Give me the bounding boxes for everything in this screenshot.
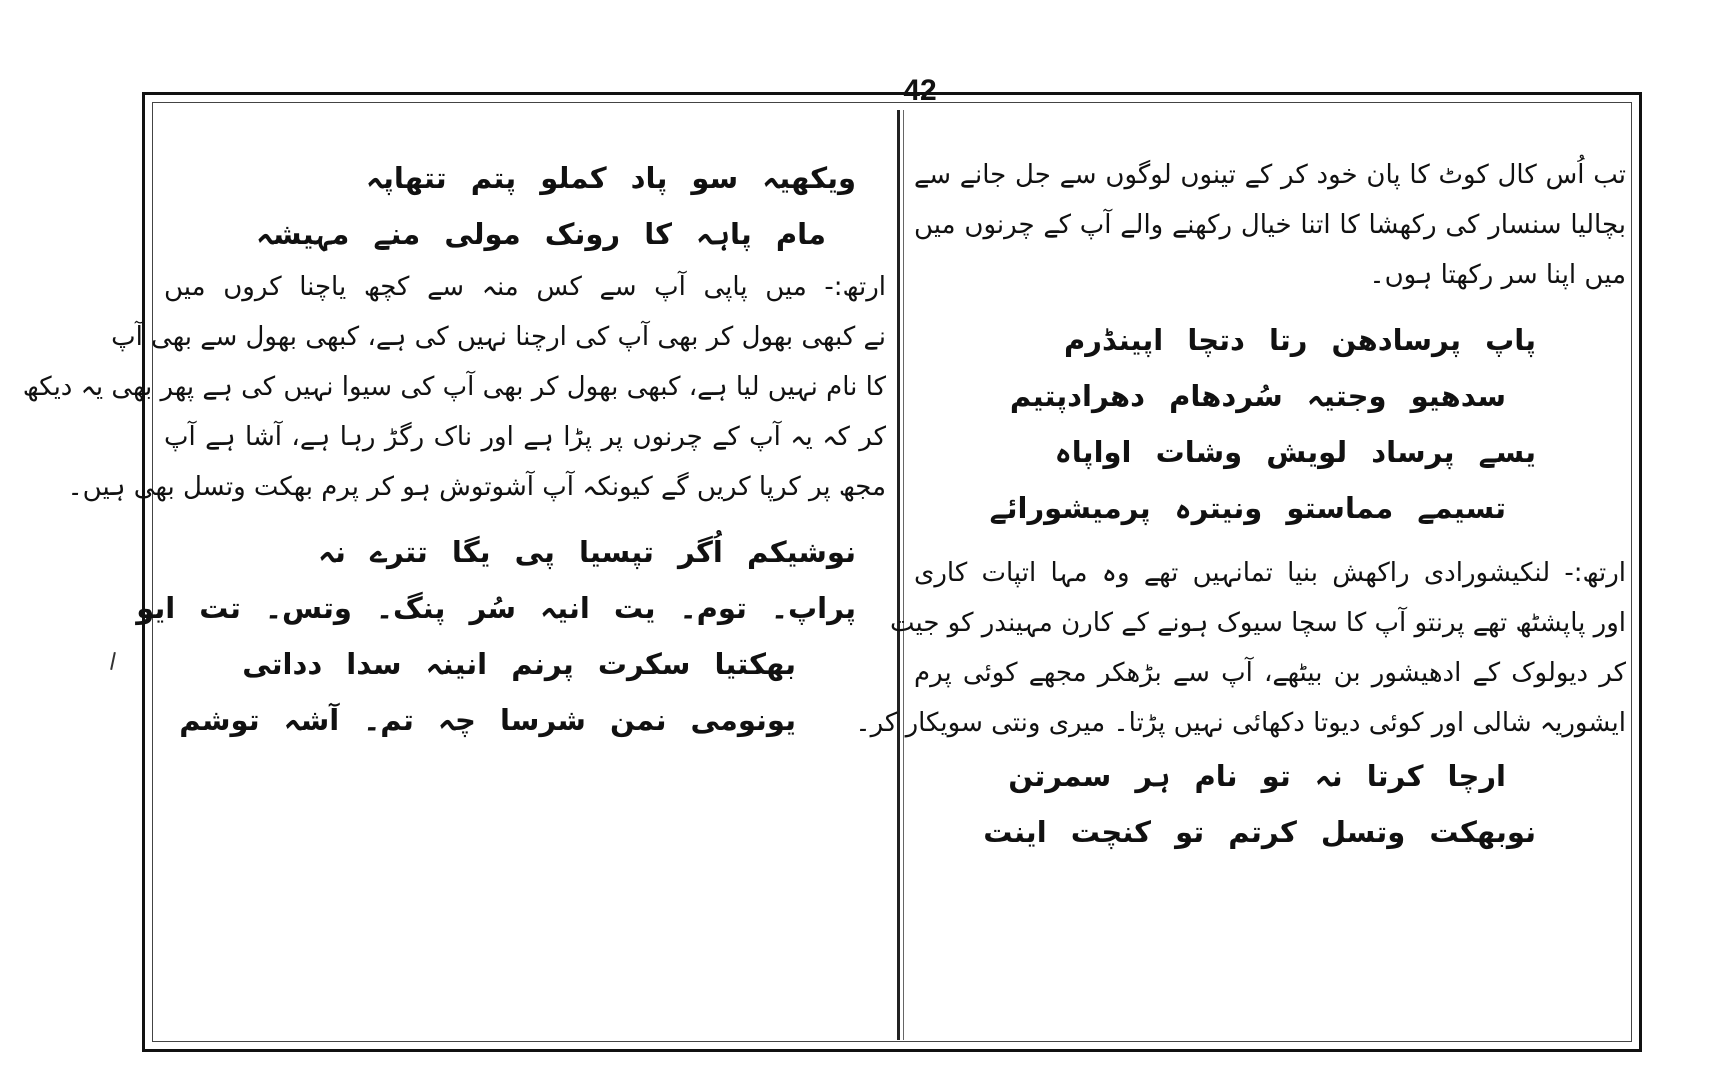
prose-line: نے کبھی بھول کر بھی آپ کی ارچنا نہیں کی ہے، کبھی بھول سے بھی آپ (111, 322, 886, 352)
verse-line: ارچا کرتا نہ تو نام ہر سمرتن (1008, 759, 1506, 793)
verse-line: بھکتیا سکرت پرنم انینہ سدا دداتی (242, 647, 796, 681)
verse-line: مام پاہہ کا رونک مولی منے مہیشہ (256, 217, 826, 251)
prose-line: میں اپنا سر رکھتا ہوں۔ (1369, 260, 1626, 290)
column-divider-inner (903, 110, 904, 1040)
left-column (22, 150, 886, 748)
verse-line: پاپ پرسادھن رتا دتچا اپینڈرم (1064, 323, 1536, 357)
page-number: 42 (903, 74, 937, 107)
verse-line: تسیمے مماستو ونیترہ پرمیشورائے (989, 491, 1506, 525)
prose-line: کا نام نہیں لیا ہے، کبھی بھول کر بھی آپ کی سیوا نہیں کی ہے پھر بھی یہ دیکھ (22, 372, 886, 402)
prose-line: بچالیا سنسار کی رکھشا کا اتنا خیال رکھنے والے آپ کے چرنوں میں (914, 210, 1626, 240)
prose-line: مجھ پر کرپا کریں گے کیونکہ آپ آشوتوش ہو کر پرم بھکت وتسل بھی ہیں۔ (67, 472, 886, 502)
prose-line: کر کہ یہ آپ کے چرنوں پر پڑا ہے اور ناک رگڑ رہا ہے، آشا ہے آپ (164, 422, 886, 452)
prose-line: اور پاپشٹھ تھے پرنتو آپ کا سچا سیوک ہونے کے کارن مہیندر کو جیت (889, 608, 1626, 638)
column-divider (897, 110, 900, 1040)
verse-line: یونومی نمن شرسا چہ تم۔ آشہ توشم (179, 703, 796, 737)
verse-line: یسے پرساد لویش وشات اواپاہ (1054, 435, 1536, 469)
stray-ink-mark (110, 652, 116, 670)
prose-line: ارتھ:- لنکیشورادی راکھش بنیا تمانہیں تھے وہ مہا اتپات کاری (914, 558, 1626, 588)
prose-line: کر دیولوک کے ادھیشور بن بیٹھے، آپ سے بڑھکر مجھے کوئی پرم (914, 658, 1626, 688)
prose-line: ایشوریہ شالی اور کوئی دیوتا دکھائی نہیں پڑتا۔ میری ونتی سویکار کر۔ (855, 708, 1626, 738)
verse-line: ویکھیہ سو پاد کملو پتم تتھاپہ (365, 161, 856, 195)
prose-line: ارتھ:- میں پاپی آپ سے کس منہ سے کچھ یاچنا کروں میں (164, 272, 886, 302)
right-column (855, 150, 1626, 860)
verse-line: نوشیکم اُگر تپسیا پی یگا تترے نہ (318, 535, 856, 569)
verse-line: نوبھکت وتسل کرتم تو کنچت اینت (983, 815, 1536, 849)
verse-line: پراپ۔ توم۔ یت انیہ سُر پنگ۔ وتس۔ تت ایو (136, 591, 856, 625)
prose-line: تب اُس کال کوٹ کا پان خود کر کے تینوں لوگوں سے جل جانے سے (914, 160, 1626, 190)
verse-line: سدھیو وجتیہ سُردھام دھرادپتیم (1009, 379, 1506, 413)
